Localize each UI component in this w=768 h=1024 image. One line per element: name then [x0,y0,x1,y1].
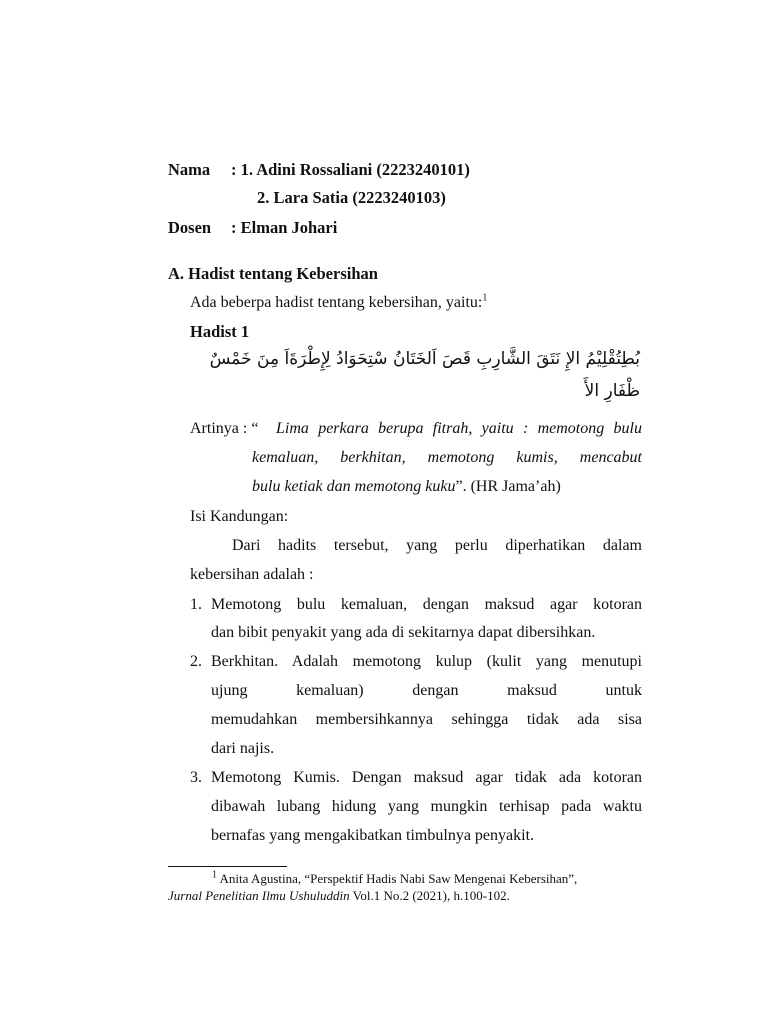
footnote-volume: Vol.1 No.2 (2021), h.100-102. [349,888,510,903]
arabic-line-1: بُطِتُقْلِيْمُ الإِ نَتَقَ الشَّارِبِ قَصَ اَلخَتَانُ سْتِحَوَادُ لِإِطْرَةَاَ مِنَ خَمْسٌ [209,349,640,369]
hadist-title: Hadist 1 [190,322,250,341]
list-item-1-line-2: dan bibit penyakit yang ada di sekitarnya dapat dibersihkan. [211,624,596,641]
intro-sentence: Ada beberpa hadist tentang kebersihan, yaitu: [190,294,483,311]
nama-label: Nama [168,160,211,179]
list-number-2: 2. [190,653,202,670]
footnote-divider [168,866,287,867]
dosen-label: Dosen [168,218,212,237]
list-item-3-line-2: dibawah lubang hidung yang mungkin terhisap pada waktu [211,798,642,815]
footnote-mark: 1 [212,869,217,881]
isi-kandungan-label: Isi Kandungan: [190,508,289,525]
list-item-2-line-4: dari najis. [211,740,275,757]
list-number-1: 1. [190,596,202,613]
list-item-3-line-3: bernafas yang mengakibatkan timbulnya penyakit. [211,827,535,844]
nama-value-1: : 1. Adini Rossaliani (2223240101) [231,160,470,179]
artinya-line-3-tail: ”. (HR Jama’ah) [455,478,561,495]
nama-value-2: 2. Lara Satia (2223240103) [257,188,446,207]
list-item-2-line-1: Berkhitan. Adalah memotong kulup (kulit yang menutupi [211,653,642,670]
footnote-ref: 1 [482,292,488,304]
artinya-line-3-italic: bulu ketiak dan memotong kuku [252,478,456,495]
list-item-2-line-2: ujung kemaluan) dengan maksud untuk [211,682,642,699]
list-item-2-line-3: memudahkan membersihkannya sehingga tidak ada sisa [211,711,642,728]
footnote-citation: Anita Agustina, “Perspektif Hadis Nabi Saw Mengenai Kebersihan”, [217,871,578,886]
artinya-line-1: Lima perkara berupa fitrah, yaitu : memotong bulu [276,420,642,437]
dosen-value: : Elman Johari [231,218,338,237]
footnote-line-2 [168,888,510,904]
arabic-line-2: ظْفَارِ الأَ [584,381,640,401]
list-item-3-line-1: Memotong Kumis. Dengan maksud agar tidak ada kotoran [211,769,642,786]
artinya-label: Artinya : “ [190,420,259,437]
list-number-3: 3. [190,769,202,786]
list-item-1-line-1: Memotong bulu kemaluan, dengan maksud agar kotoran [211,596,642,613]
isi-line-2: kebersihan adalah : [190,566,314,583]
footnote-journal: Jurnal Penelitian Ilmu Ushuluddin [168,888,350,903]
section-heading: A. Hadist tentang Kebersihan [168,264,378,283]
intro-text [190,294,487,312]
isi-line-1: Dari hadits tersebut, yang perlu diperhatikan dalam [232,537,642,554]
artinya-line-3 [252,478,561,496]
footnote-line-1 [212,871,577,887]
artinya-line-2: kemaluan, berkhitan, memotong kumis, mencabut [252,449,642,466]
